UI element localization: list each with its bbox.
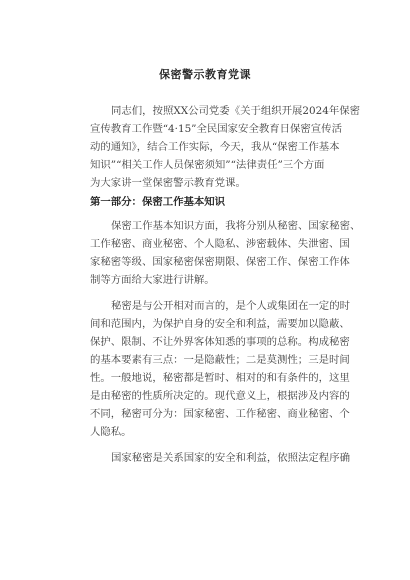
- intro-line: 宣传教育工作暨“4·15”全民国家安全教育日保密宣传活: [90, 123, 342, 135]
- paragraph-line: 不同，秘密可分为：国家秘密、工作秘密、商业秘密、个: [90, 408, 350, 420]
- paragraph-line: 国家秘密是关系国家的安全和利益，依照法定程序确: [111, 452, 350, 464]
- paragraph-line: 的基本要素有三点：一是隐蔽性；二是莫测性；三是时间: [90, 354, 350, 366]
- document-title: 保密警示教育党课: [159, 68, 251, 81]
- intro-line: 为大家讲一堂保密警示教育党课。: [90, 177, 246, 189]
- intro-line: 同志们，按照XX公司党委《关于组织开展2024年保密: [111, 105, 361, 117]
- intro-line: 知识”“相关工作人员保密须知”“法律责任”三个方面: [90, 159, 325, 171]
- paragraph-line: 保护、限制、不让外界客体知悉的事项的总称。构成秘密: [90, 336, 350, 348]
- paragraph-line: 家秘密等级、国家秘密保密期限、保密工作、保密工作体: [90, 256, 350, 268]
- paragraph-line: 人隐私。: [90, 426, 132, 438]
- intro-line: 动的通知》，结合工作实际，今天，我从“保密工作基本: [90, 141, 340, 153]
- paragraph-line: 间和范围内，为保护自身的安全和利益，需要加以隐蔽、: [90, 318, 350, 330]
- paragraph-line: 秘密是与公开相对而言的，是个人或集团在一定的时: [111, 300, 350, 312]
- section-heading: 第一部分：保密工作基本知识: [90, 196, 226, 208]
- paragraph-line: 制等方面给大家进行讲解。: [90, 274, 215, 286]
- paragraph-line: 工作秘密、商业秘密、个人隐私、涉密载体、失泄密、国: [90, 238, 350, 250]
- paragraph-line: 是由秘密的性质所决定的。现代意义上，根据涉及内容的: [90, 390, 350, 402]
- paragraph-line: 性。一般地说，秘密都是暂时、相对的和有条件的，这里: [90, 372, 350, 384]
- paragraph-line: 保密工作基本知识方面，我将分别从秘密、国家秘密、: [111, 220, 361, 232]
